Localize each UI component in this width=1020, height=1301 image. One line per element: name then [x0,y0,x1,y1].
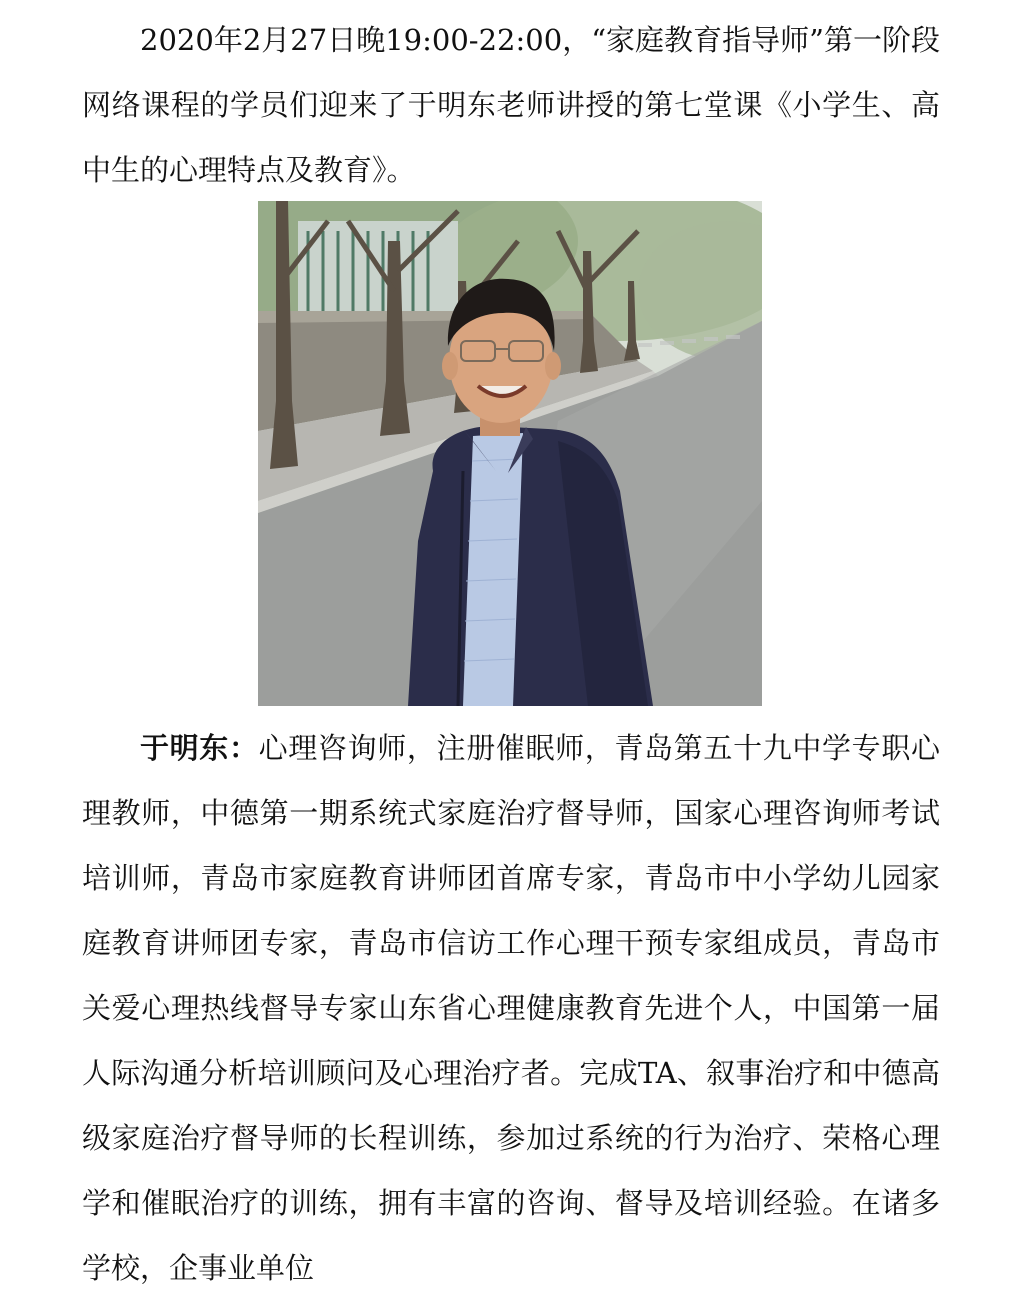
bio-paragraph [82,716,940,1301]
intro-paragraph: 2020年2月27日晚19:00-22:00，“家庭教育指导师”第一阶段网络课程的学员们迎来了于明东老师讲授的第七堂课《小学生、高中生的心理特点及教育》。 [82,23,940,187]
bio-text: 心理咨询师，注册催眠师，青岛第五十九中学专职心理教师，中德第一期系统式家庭治疗督导师，国家心理咨询师考试培训师，青岛市家庭教育讲师团首席专家，青岛市中小学幼儿园家庭教育讲师团专家，青岛市信访工作心理干预专家组成员，青岛市关爱心理热线督导专家山东省心理健康教育先进个人，中国第一届人际沟通分析培训顾问及心理治疗者。完成TA、叙事治疗和中德高级家庭治疗督导师的长程训练，参加过系统的行为治疗、荣格心理学和催眠治疗的训练，拥有丰富的咨询、督导及培训经验。在诸多学校，企事业单位 [82,731,940,1285]
portrait-photo [258,201,762,706]
speaker-name: 于明东： [140,731,259,765]
